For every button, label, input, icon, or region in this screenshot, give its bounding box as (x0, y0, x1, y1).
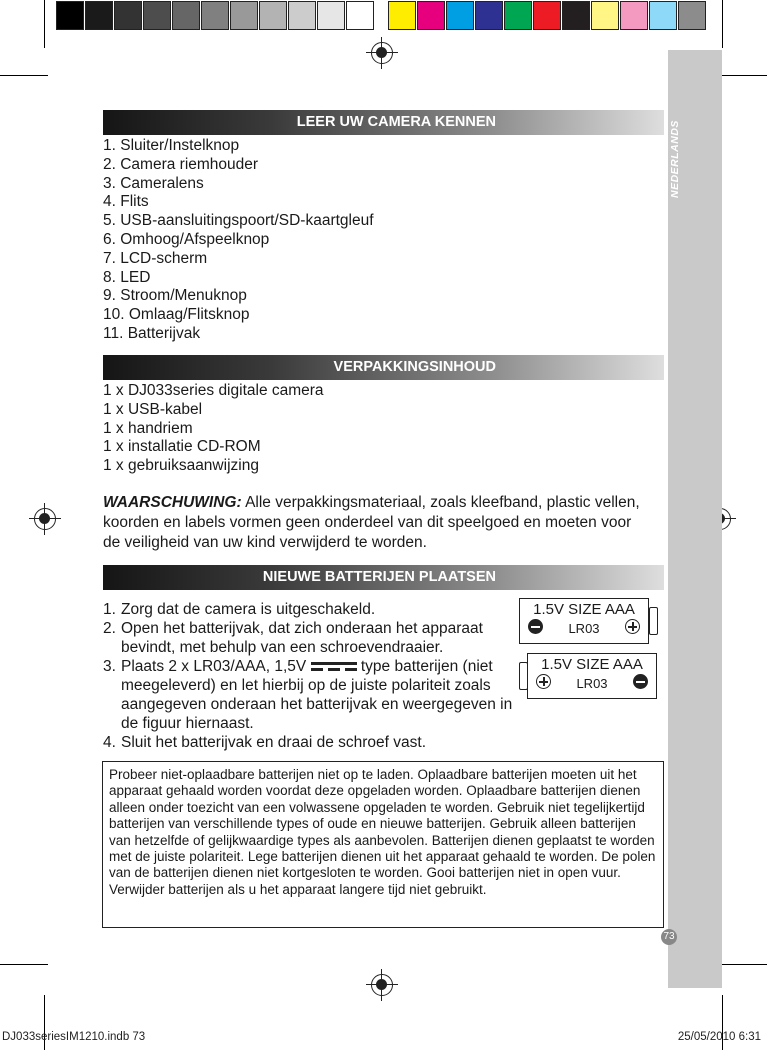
battery-cap (519, 662, 528, 690)
list-item: 1. Sluiter/Instelknop (103, 137, 240, 154)
color-swatch (475, 1, 503, 30)
color-swatch (649, 1, 677, 30)
color-swatch (143, 1, 171, 30)
color-swatch (562, 1, 590, 30)
list-item: 9. Stroom/Menuknop (103, 287, 247, 305)
list-item: 8. LED (103, 268, 151, 286)
battery-bottom: 1.5V SIZE AAA LR03 (527, 653, 657, 699)
list-item: 1 x USB-kabel (103, 400, 203, 418)
section-header-contents: VERPAKKINGSINHOUD (103, 355, 664, 380)
negative-terminal-icon (633, 674, 648, 689)
list-item: 5. USB-aansluitingspoort/SD-kaartgleuf (103, 212, 374, 230)
color-swatch (201, 1, 229, 30)
list-item: 2. Camera riemhouder (103, 155, 259, 173)
step-item: 4. Sluit het batterijvak en draai de schroef vast. (103, 734, 426, 751)
color-swatch (678, 1, 706, 30)
color-swatch (446, 1, 474, 30)
color-swatch (504, 1, 532, 30)
list-item: 3. Cameralens (103, 174, 204, 192)
registration-mark-icon (371, 974, 393, 996)
footer-file: DJ033seriesIM1210.indb 73 (2, 1031, 146, 1043)
color-swatch (85, 1, 113, 30)
positive-terminal-icon (536, 674, 551, 689)
battery-cap (649, 607, 658, 635)
color-swatch (533, 1, 561, 30)
list-item: 1 x gebruiksaanwijzing (103, 457, 259, 475)
color-swatch (172, 1, 200, 30)
list-item: 6. Omhoog/Afspeelknop (103, 230, 270, 248)
color-swatch (388, 1, 416, 30)
color-swatch (114, 1, 142, 30)
battery-top: 1.5V SIZE AAA LR03 (519, 598, 649, 644)
crop-mark (720, 964, 767, 965)
list-item: 1 x DJ033series digitale camera (103, 382, 324, 399)
color-swatch (591, 1, 619, 30)
color-swatch (259, 1, 287, 30)
footer-date: 25/05/2010 6:31 (677, 1031, 761, 1043)
crop-mark (44, 0, 45, 48)
section-header-know: LEER UW CAMERA KENNEN (103, 110, 664, 135)
color-swatch (317, 1, 345, 30)
step-item: 1. Zorg dat de camera is uitgeschakeld. (103, 601, 376, 618)
registration-mark-icon (34, 508, 56, 530)
registration-mark-icon (371, 42, 393, 64)
parts-list (103, 137, 374, 344)
dc-symbol-icon (311, 661, 357, 673)
color-swatch (288, 1, 316, 30)
list-item: 1 x installatie CD-ROM (103, 438, 261, 456)
crop-mark (0, 75, 48, 76)
step-item: 3. Plaats 2 x LR03/AAA, 1,5V type batterijen (niet meegeleverd) en let hierbij op de juiste polariteit zoals aangegeven onderaan het batterijvak en weergegeven in de figuur hiernaast. (103, 658, 513, 732)
color-swatch (230, 1, 258, 30)
crop-mark (0, 964, 48, 965)
language-label: NEDERLANDS (669, 120, 681, 198)
list-item: 1 x handriem (103, 419, 193, 437)
warning-text: Alle verpakkingsmateriaal, zoals kleefband, plastic vellen, koorden en labels vormen geen onderdeel van dit speelgoed en moeten voor de veiligheid van uw kind verwijderd te worden. (103, 494, 640, 551)
list-item: 7. LCD-scherm (103, 249, 208, 267)
color-swatch (620, 1, 648, 30)
color-swatch (56, 1, 84, 30)
positive-terminal-icon (625, 619, 640, 634)
crop-mark (720, 75, 767, 76)
contents-list (103, 382, 324, 476)
warning-paragraph (103, 493, 643, 553)
color-swatch (346, 1, 374, 30)
warning-label: WAARSCHUWING: (103, 494, 242, 511)
list-item: 10. Omlaag/Flitsknop (103, 306, 250, 324)
crop-mark (722, 0, 723, 48)
section-header-batteries: NIEUWE BATTERIJEN PLAATSEN (103, 565, 664, 590)
page-number: 73 (661, 929, 677, 945)
gray-color-bar (56, 1, 375, 30)
battery-steps (103, 600, 523, 752)
list-item: 11. Batterijvak (103, 324, 201, 342)
color-swatch (417, 1, 445, 30)
battery-notice: Probeer niet-oplaadbare batterijen niet op te laden. Oplaadbare batterijen moeten uit het apparaat gehaald worden voordat deze opgeladen worden. Oplaadbare batterijen dienen alleen onder toezicht van een volwassene opgeladen te worden. Gebruik niet tegelijkertijd batterijen van verschillende types of oude en nieuwe batterijen. Gebruik alleen batterijen van hetzelfde of gelijkwaardige types als aanbevolen. Batterijen dienen geplaatst te worden met de juiste polariteit. Lege batterijen dienen uit het apparaat gehaald te worden. De polen van de batterijen dienen niet kortgesloten te worden. Gooi batterijen niet in open vuur. Verwijder batterijen als u het apparaat langere tijd niet gebruikt. (102, 761, 664, 928)
negative-terminal-icon (528, 619, 543, 634)
process-color-bar (388, 1, 707, 30)
step-item: 2. Open het batterijvak, dat zich onderaan het apparaat bevindt, met behulp van een schroevendraaier. (103, 620, 483, 656)
list-item: 4. Flits (103, 193, 149, 211)
